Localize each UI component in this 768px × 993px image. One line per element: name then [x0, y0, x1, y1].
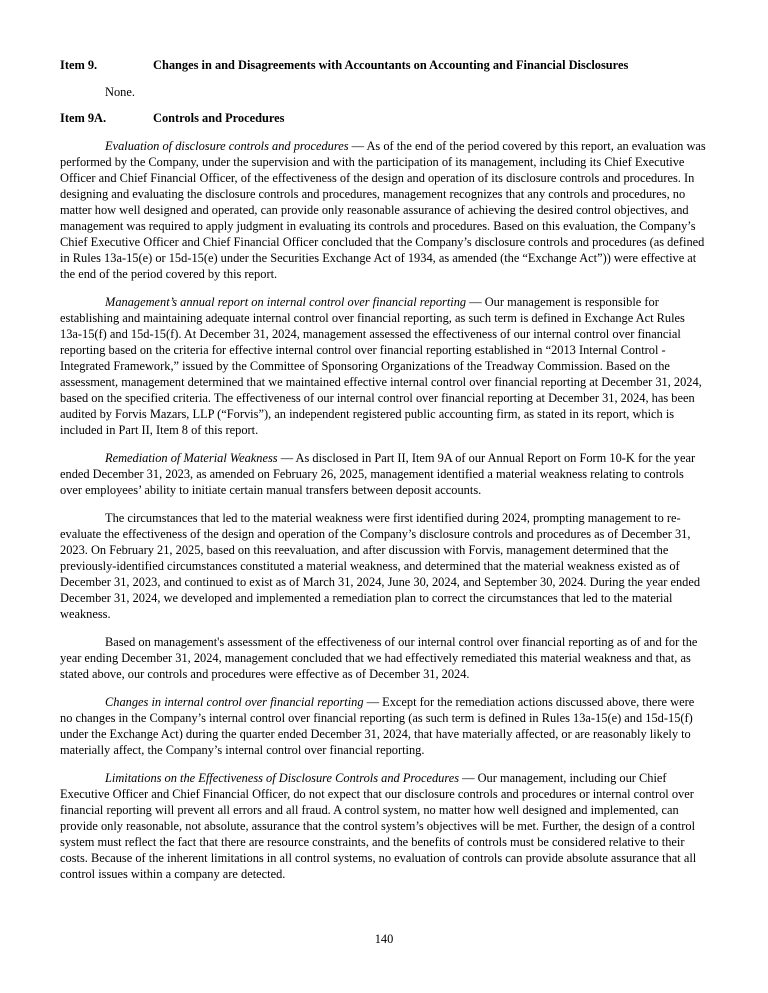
item-9-body: None.	[105, 85, 135, 99]
item-9a-heading	[60, 110, 708, 126]
paragraph-lead-in: Management’s annual report on internal control over financial reporting	[105, 295, 467, 309]
item-9-title: Changes in and Disagreements with Accountants on Accounting and Financial Disclosures	[153, 58, 629, 72]
item-9a-label: Item 9A.	[60, 111, 107, 125]
paragraph-lead-in: Remediation of Material Weakness	[105, 451, 278, 465]
paragraph-text: — Our management, including our Chief Executive Officer and Chief Financial Officer, do not expect that our disclosure controls and procedures or internal control over financial reporting will prevent all errors and all fraud. A control system, no matter how well designed and implemented, can provide only reasonable, not absolute, assurance that the control system’s objectives will be met. Further, the design of a control system must reflect the fact that there are resource constraints, and the benefits of controls must be considered relative to their costs. Because of the inherent limitations in all control systems, no evaluation of controls can provide absolute assurance that all control issues within a company are detected.	[60, 771, 697, 881]
paragraph	[60, 294, 708, 438]
item-9-heading	[60, 57, 708, 73]
item-9a-title: Controls and Procedures	[153, 111, 285, 125]
page-number: 140	[374, 932, 394, 946]
paragraph	[60, 694, 708, 758]
paragraph	[60, 770, 708, 882]
paragraph-text: — As of the end of the period covered by this report, an evaluation was performed by the Company, under the supervision and with the participation of its management, including its Chief Executive Officer and Chief Financial Officer, of the effectiveness of the design and operation of its disclosure controls and procedures. In designing and evaluating the disclosure controls and procedures, management recognizes that any controls and procedures, no matter how well designed and operated, can provide only reasonable assurance of achieving the desired control objectives, and management was required to apply judgment in evaluating its controls and procedures. Based on this evaluation, the Company’s Chief Executive Officer and Chief Financial Officer concluded that the Company’s disclosure controls and procedures (as defined in Rules 13a-15(e) or 15d-15(e) under the Securities Exchange Act of 1934, as amended (the “Exchange Act”)) were effective at the end of the period covered by this report.	[60, 139, 706, 281]
paragraph-text: — As disclosed in Part II, Item 9A of our Annual Report on Form 10-K for the year ended December 31, 2023, as amended on February 26, 2025, management identified a material weakness relating to controls over employees’ ability to initiate certain manual transfers between deposit accounts.	[60, 451, 696, 497]
paragraph-text: — Except for the remediation actions discussed above, there were no changes in the Company’s internal control over financial reporting (as such term is defined in Rules 13a-15(e) and 15d-15(f) under the Exchange Act) during the quarter ended December 31, 2024, that have materially affected, or are reasonably likely to materially affect, the Company’s internal control over financial reporting.	[60, 695, 695, 757]
paragraph	[60, 634, 708, 682]
item-9-label: Item 9.	[60, 58, 98, 72]
paragraph	[60, 138, 708, 282]
paragraph-text: — Our management is responsible for establishing and maintaining adequate internal control over financial reporting, as such term is defined in Exchange Act Rules 13a-15(f) and 15d-15(f). At December 31, 2024, management assessed the effectiveness of our internal control over financial reporting based on the criteria for effective internal control over financial reporting established in “2013 Internal Control - Integrated Framework,” issued by the Committee of Sponsoring Organizations of the Treadway Commission. Based on the assessment, management determined that we maintained effective internal control over financial reporting at December 31, 2024, based on the specified criteria. The effectiveness of our internal control over financial reporting at December 31, 2024, has been audited by Forvis Mazars, LLP (“Forvis”), an independent registered public accounting firm, as stated in its report, which is included in Part II, Item 8 of this report.	[60, 295, 702, 437]
paragraph-lead-in: Changes in internal control over financial reporting	[105, 695, 364, 709]
paragraph	[60, 510, 708, 622]
paragraph-lead-in: Limitations on the Effectiveness of Disclosure Controls and Procedures	[105, 771, 460, 785]
paragraph-text: Based on management's assessment of the effectiveness of our internal control over financial reporting as of and for the year ending December 31, 2024, management concluded that we had effectively remediated this material weakness and that, as stated above, our controls and procedures were effective as of December 31, 2024.	[60, 635, 698, 681]
paragraph	[60, 450, 708, 498]
paragraphs	[60, 138, 708, 882]
page-footer	[0, 931, 768, 947]
paragraph-text: The circumstances that led to the material weakness were first identified during 2024, prompting management to re-evaluate the effectiveness of the design and operation of the Company’s disclosure controls and procedures as of December 31, 2023. On February 21, 2025, based on this reevaluation, and after discussion with Forvis, management determined that the previously-identified circumstances constituted a material weakness, and determined that the material weakness existed as of December 31, 2023, and continued to exist as of March 31, 2024, June 30, 2024, and September 30, 2024. During the year ended December 31, 2024, we developed and implemented a remediation plan to correct the circumstances that led to the material weakness.	[60, 511, 701, 621]
paragraph-lead-in: Evaluation of disclosure controls and procedures	[105, 139, 349, 153]
